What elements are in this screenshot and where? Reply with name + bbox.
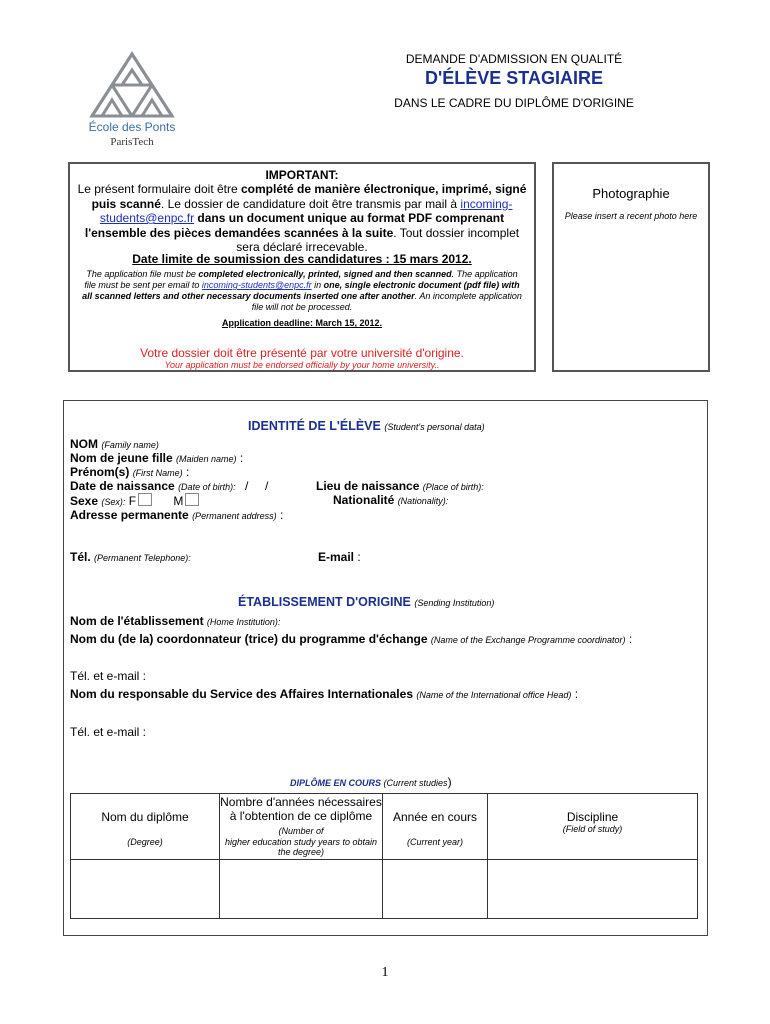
family-name-label: NOM: [70, 437, 98, 451]
important-fr-part1: Le présent formulaire doit être: [77, 182, 241, 196]
coordinator-label: Nom du (de la) coordonnateur (trice) du programme d'échange: [70, 632, 428, 646]
email-colon: :: [354, 550, 361, 564]
address-colon: :: [276, 508, 284, 522]
institution-title: ÉTABLISSEMENT D'ORIGINE: [238, 595, 411, 609]
sex-f-label: F: [128, 494, 137, 508]
field-telephone[interactable]: [70, 550, 191, 564]
identity-title-en: (Student's personal data): [384, 422, 485, 432]
identity-title: IDENTITÉ DE L'ÉLÈVE: [248, 419, 381, 433]
header-line-3: DANS LE CADRE DU DIPLÔME D'ORIGINE: [394, 96, 634, 110]
nationality-label-en: (Nationality):: [397, 496, 449, 506]
email-link-en[interactable]: incoming-students@enpc.fr: [201, 280, 312, 290]
logo-name: École des Ponts: [88, 120, 176, 134]
field-birth-place[interactable]: [316, 479, 484, 493]
photo-hint: Please insert a recent photo here: [564, 211, 698, 221]
header-line-1: DEMANDE D'ADMISSION EN QUALITÉ: [405, 52, 623, 66]
studies-title: DIPLÔME EN COURS: [290, 778, 382, 788]
institution-name-label: Nom de l'établissement: [70, 614, 204, 628]
important-text-fr: [76, 182, 528, 255]
intl-head-colon: :: [571, 687, 579, 701]
important-fr-bold2: dans un document unique au format PDF comprenant l'ensemble des pièces demandées scannées à la suite: [84, 211, 505, 240]
birth-date-separators: / /: [244, 479, 269, 493]
important-en-part3: in: [311, 280, 324, 290]
years-header-label-en-inline: (Number of: [278, 826, 324, 836]
degree-cell[interactable]: [71, 860, 220, 919]
studies-section-title: [290, 775, 452, 789]
address-label-en: (Permanent address): [192, 511, 277, 521]
birth-place-label-en: (Place of birth):: [422, 482, 484, 492]
years-header-label-en: higher education study years to obtain the degree): [224, 837, 378, 857]
important-text-en: [80, 269, 524, 313]
maiden-name-label-en: (Maiden name): [176, 454, 237, 464]
header-degree: [71, 794, 220, 860]
page-number: 1: [381, 965, 389, 980]
field-birth-date[interactable]: [70, 479, 268, 493]
first-name-label-en: (First Name): [132, 468, 183, 478]
deadline-fr: Date limite de soumission des candidatures : 15 mars 2012.: [132, 252, 472, 266]
discipline-header-label-en: (Field of study): [562, 824, 623, 834]
important-en-part2: . The application file must be sent per email to: [84, 269, 518, 290]
first-name-colon: :: [182, 465, 190, 479]
important-fr-bold1: complété de manière électronique, imprimé, signé puis scanné: [91, 182, 527, 211]
header-years: [220, 794, 383, 860]
degree-table: [70, 793, 698, 919]
table-row: [71, 860, 698, 919]
photo-label: Photographie: [592, 186, 670, 201]
field-first-name[interactable]: [70, 465, 189, 479]
institution-title-en: (Sending Institution): [414, 598, 495, 608]
endorsement-note-en: Your application must be endorsed officially by your home university..: [164, 360, 440, 370]
current-year-header-label-en: (Current year): [406, 837, 463, 847]
address-label: Adresse permanente: [70, 508, 189, 522]
intl-head-label-en: (Name of the International office Head): [416, 690, 572, 700]
nationality-label: Nationalité: [333, 493, 395, 507]
email-link[interactable]: incoming-students@enpc.fr: [99, 196, 513, 225]
header-title: D'ÉLÈVE STAGIAIRE: [425, 68, 603, 88]
maiden-colon: :: [236, 451, 244, 465]
important-fr-part4: . Tout dossier incomplet sera déclaré irrecevable.: [236, 225, 520, 254]
table-header-row: [71, 794, 698, 860]
important-fr-part2: . Le dossier de candidature doit être transmis par mail à: [160, 196, 461, 211]
studies-title-en: (Current studies: [383, 778, 448, 788]
important-en-part1: The application file must be: [86, 269, 199, 279]
family-name-label-en: (Family name): [101, 440, 159, 450]
degree-header-label: Nom du diplôme: [101, 810, 189, 824]
intl-head-label: Nom du responsable du Service des Affaires Internationales: [70, 687, 413, 701]
important-en-bold1: completed electronically, printed, signed and then scanned: [198, 269, 452, 279]
logo-subtitle: ParisTech: [110, 136, 154, 148]
institution-section-title: [238, 595, 494, 609]
coordinator-colon: :: [625, 632, 633, 646]
telephone-label: Tél.: [70, 550, 91, 564]
telephone-label-en: (Permanent Telephone):: [94, 553, 191, 563]
important-title: IMPORTANT:: [265, 168, 339, 182]
identity-section-title: [248, 419, 485, 433]
field-coordinator[interactable]: [70, 632, 632, 646]
birth-date-label: Date de naissance: [70, 479, 175, 493]
studies-title-paren: ): [447, 775, 452, 789]
header-current-year: [383, 794, 488, 860]
years-cell[interactable]: [220, 860, 383, 919]
field-coordinator-contact[interactable]: Tél. et e-mail :: [70, 669, 147, 683]
sex-m-checkbox[interactable]: [185, 493, 199, 506]
degree-header-label-en: (Degree): [127, 837, 163, 847]
current-year-cell[interactable]: [383, 860, 488, 919]
field-intl-office-head[interactable]: [70, 687, 578, 701]
first-name-label: Prénom(s): [70, 465, 130, 479]
sex-m-label: M: [173, 494, 184, 508]
email-label: E-mail: [318, 550, 355, 564]
field-maiden-name[interactable]: [70, 451, 243, 465]
field-institution-name[interactable]: [70, 614, 280, 628]
field-address[interactable]: [70, 508, 283, 522]
birth-place-label: Lieu de naissance: [316, 479, 420, 493]
field-intl-office-contact[interactable]: Tél. et e-mail :: [70, 725, 147, 739]
endorsement-note-fr: Votre dossier doit être présenté par votre université d'origine.: [140, 346, 464, 360]
sex-label-en: (Sex):: [101, 497, 126, 507]
maiden-name-label: Nom de jeune fille: [70, 451, 173, 465]
important-en-part4: . An incomplete application file will not be processed.: [251, 291, 522, 312]
years-header-text: [220, 795, 382, 837]
current-year-header-label: Année en cours: [392, 810, 478, 824]
important-en-bold2: one, single electronic document (pdf file) with all scanned letters and other necessary documents inserted one after another: [82, 280, 520, 301]
field-email[interactable]: [318, 550, 361, 564]
coordinator-label-en: (Name of the Exchange Programme coordinator): [430, 635, 626, 645]
years-header-label: Nombre d'années nécessaires à l'obtention de ce diplôme: [220, 795, 382, 823]
triangle-logo-icon: [88, 50, 176, 120]
sex-label: Sexe: [70, 494, 99, 508]
birth-date-label-en: (Date of birth):: [178, 482, 236, 492]
field-nationality[interactable]: [333, 493, 448, 507]
header-discipline: [488, 794, 698, 860]
institution-name-label-en: (Home Institution):: [206, 617, 281, 627]
discipline-header-label: Discipline: [566, 810, 619, 824]
field-sex: [70, 493, 199, 508]
sex-f-checkbox[interactable]: [138, 493, 152, 506]
discipline-cell[interactable]: [488, 860, 698, 919]
deadline-en: Application deadline: March 15, 2012.: [221, 318, 383, 328]
field-family-name[interactable]: [70, 437, 159, 451]
